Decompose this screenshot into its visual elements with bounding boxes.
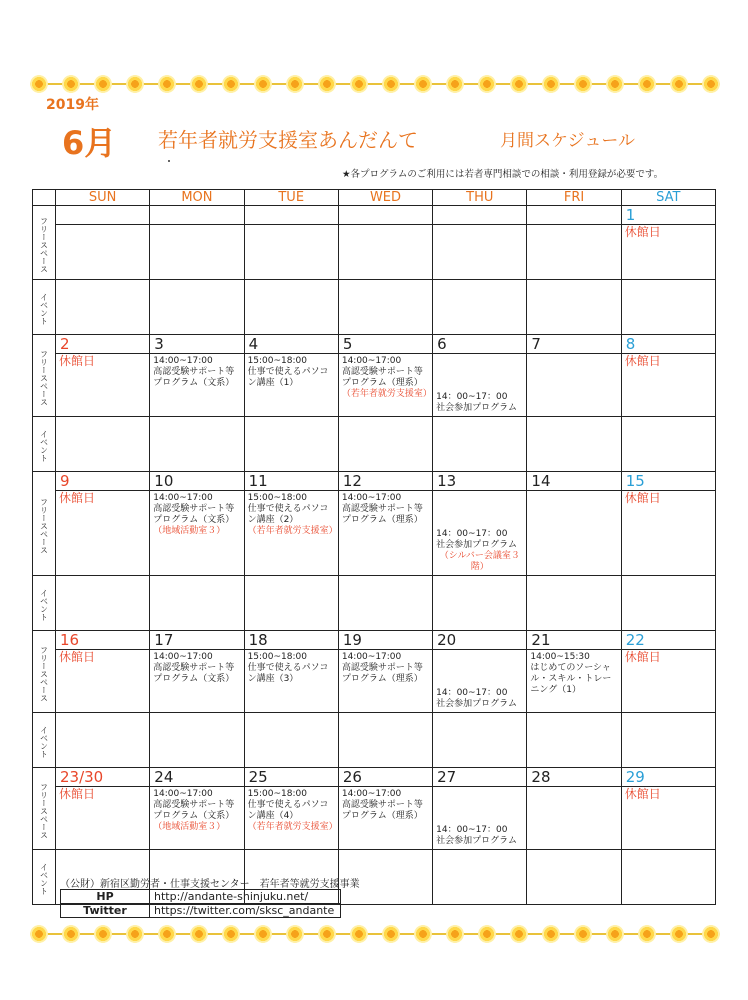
flower-icon	[414, 75, 432, 93]
event-cell	[244, 713, 338, 768]
flower-icon	[222, 75, 240, 93]
flower-icon	[638, 925, 656, 943]
free-space-cell	[621, 354, 715, 417]
weekday-mon: MON	[150, 190, 244, 206]
year-label: 2019年	[46, 97, 99, 113]
free-space-cell	[433, 354, 527, 417]
flower-icon	[414, 925, 432, 943]
day-number: 25	[244, 768, 338, 787]
closed-day-label: 休館日	[624, 225, 661, 239]
free-space-cell	[621, 787, 715, 850]
event-cell	[433, 713, 527, 768]
event-cell	[527, 417, 621, 472]
free-space-cell	[150, 225, 244, 280]
day-number: 27	[433, 768, 527, 787]
weekday-header-row	[33, 190, 716, 206]
date-row	[33, 206, 716, 225]
flower-icon	[446, 925, 464, 943]
program-text: 15:00~18:00 仕事で使えるパソコン講座（3）	[247, 652, 329, 684]
flower-icon	[30, 75, 48, 93]
program-text: 15:00~18:00 仕事で使えるパソコン講座（2）	[247, 493, 329, 525]
program-text: 14：00~17：00 社会参加プログラム	[436, 688, 518, 709]
event-cell	[433, 850, 527, 905]
event-cell	[244, 280, 338, 335]
hp-url[interactable]: http://andante-shinjuku.net/	[150, 890, 341, 904]
event-row	[33, 280, 716, 335]
flower-icon	[126, 925, 144, 943]
event-cell	[150, 713, 244, 768]
free-space-row-label: フリースペース	[33, 768, 56, 850]
program-text: 14:00~17:00 高認受験サポート等 プログラム（文系）	[153, 789, 235, 821]
day-number: 13	[433, 472, 527, 491]
speck	[168, 160, 170, 162]
event-cell	[150, 576, 244, 631]
flower-icon	[286, 75, 304, 93]
event-cell	[433, 280, 527, 335]
flower-icon	[254, 925, 272, 943]
bottom-flower-border	[30, 922, 720, 946]
date-row	[33, 631, 716, 650]
links-table	[60, 889, 341, 918]
program-text: 14:00~17:00 高認受験サポート等 プログラム（理系）	[341, 652, 423, 684]
free-space-cell	[338, 787, 432, 850]
event-row	[33, 713, 716, 768]
day-number: 12	[338, 472, 432, 491]
weekday-sat: SAT	[621, 190, 715, 206]
day-number: 7	[527, 335, 621, 354]
free-space-cell	[56, 787, 150, 850]
free-space-cell	[621, 491, 715, 576]
twitter-label: Twitter	[61, 904, 150, 918]
free-space-cell	[527, 354, 621, 417]
link-row-twitter	[61, 904, 341, 918]
free-space-cell	[338, 225, 432, 280]
flower-icon	[158, 75, 176, 93]
flower-icon	[478, 75, 496, 93]
flower-icon	[638, 75, 656, 93]
free-space-cell	[527, 650, 621, 713]
event-cell	[527, 280, 621, 335]
event-cell	[621, 713, 715, 768]
event-row-label: イベント	[33, 713, 56, 768]
calendar-table	[32, 189, 716, 905]
program-text: 15:00~18:00 仕事で使えるパソコン講座（4）	[247, 789, 329, 821]
flower-icon	[30, 925, 48, 943]
program-text: 14:00~17:00 高認受験サポート等 プログラム（理系）	[341, 493, 423, 525]
day-number: 20	[433, 631, 527, 650]
free-space-cell	[244, 491, 338, 576]
weekday-wed: WED	[338, 190, 432, 206]
event-row-label: イベント	[33, 417, 56, 472]
program-text: 14:00~17:00 高認受験サポート等 プログラム（文系）	[153, 652, 235, 684]
day-number: 26	[338, 768, 432, 787]
hp-label: HP	[61, 890, 150, 904]
flower-icon	[62, 925, 80, 943]
day-number: 4	[244, 335, 338, 354]
event-cell	[527, 850, 621, 905]
event-cell	[433, 417, 527, 472]
day-number	[150, 206, 244, 225]
event-cell	[527, 576, 621, 631]
free-space-cell	[244, 354, 338, 417]
program-text: 14:00~15:30 はじめてのソーシャル・スキル・トレーニング（1）	[530, 652, 612, 695]
month-label: 6月	[62, 124, 117, 162]
corner-cell	[33, 190, 56, 206]
day-number	[244, 206, 338, 225]
free-space-cell	[338, 650, 432, 713]
day-number: 10	[150, 472, 244, 491]
free-space-cell	[150, 787, 244, 850]
event-cell	[150, 280, 244, 335]
flower-icon	[606, 925, 624, 943]
closed-day-label: 休館日	[624, 650, 661, 664]
event-cell	[244, 417, 338, 472]
page-title: 若年者就労支援室あんだんて	[158, 128, 418, 152]
free-space-cell	[433, 491, 527, 576]
free-space-cell	[527, 491, 621, 576]
program-text: 14：00~17：00 社会参加プログラム	[436, 825, 518, 846]
free-space-cell	[56, 650, 150, 713]
event-cell	[150, 417, 244, 472]
program-text: 14:00~17:00 高認受験サポート等 プログラム（文系）	[153, 493, 235, 525]
day-number	[56, 206, 150, 225]
flower-icon	[542, 75, 560, 93]
closed-day-label: 休館日	[59, 491, 96, 505]
flower-icon	[350, 925, 368, 943]
free-space-cell	[244, 787, 338, 850]
closed-day-label: 休館日	[624, 354, 661, 368]
day-number: 9	[56, 472, 150, 491]
flower-icon	[670, 75, 688, 93]
room-label: （地域活動室３）	[153, 526, 226, 536]
free-space-row	[33, 491, 716, 576]
flower-icon	[702, 75, 720, 93]
day-number: 14	[527, 472, 621, 491]
free-space-cell	[527, 225, 621, 280]
date-row	[33, 768, 716, 787]
closed-day-label: 休館日	[624, 787, 661, 801]
day-number: 5	[338, 335, 432, 354]
free-space-row-label: フリースペース	[33, 206, 56, 280]
flower-icon	[190, 925, 208, 943]
room-label: （若年者就労支援室）	[247, 822, 338, 832]
free-space-cell	[433, 787, 527, 850]
event-row-label: イベント	[33, 576, 56, 631]
closed-day-label: 休館日	[59, 354, 96, 368]
day-number: 19	[338, 631, 432, 650]
flower-icon	[286, 925, 304, 943]
free-space-row	[33, 225, 716, 280]
day-number: 11	[244, 472, 338, 491]
closed-day-label: 休館日	[59, 650, 96, 664]
flower-icon	[382, 925, 400, 943]
program-text: 14：00~17：00 社会参加プログラム	[436, 529, 518, 550]
event-row-label: イベント	[33, 280, 56, 335]
day-number	[527, 206, 621, 225]
program-text: 14:00~17:00 高認受験サポート等 プログラム（文系）	[153, 356, 235, 388]
event-cell	[338, 417, 432, 472]
weekday-sun: SUN	[56, 190, 150, 206]
event-cell	[527, 713, 621, 768]
flower-icon	[158, 925, 176, 943]
event-cell	[338, 576, 432, 631]
event-cell	[56, 576, 150, 631]
day-number: 15	[621, 472, 715, 491]
room-label: （シルバー会議室３階）	[439, 551, 520, 572]
room-label: （若年者就労支援室）	[341, 389, 432, 399]
closed-day-label: 休館日	[59, 787, 96, 801]
day-number: 2	[56, 335, 150, 354]
top-flower-border	[30, 72, 720, 96]
event-row	[33, 576, 716, 631]
weekday-tue: TUE	[244, 190, 338, 206]
event-cell	[433, 576, 527, 631]
event-cell	[338, 713, 432, 768]
free-space-row-label: フリースペース	[33, 335, 56, 417]
flower-icon	[574, 75, 592, 93]
free-space-cell	[338, 354, 432, 417]
day-number: 21	[527, 631, 621, 650]
twitter-url[interactable]: https://twitter.com/sksc_andante	[150, 904, 341, 918]
free-space-cell	[56, 491, 150, 576]
date-row	[33, 472, 716, 491]
free-space-cell	[56, 225, 150, 280]
flower-icon	[350, 75, 368, 93]
flower-icon	[702, 925, 720, 943]
room-label: （若年者就労支援室）	[247, 526, 338, 536]
day-number: 24	[150, 768, 244, 787]
usage-note: ★各プログラムのご利用には若者専門相談での相談・利用登録が必要です。	[342, 169, 664, 180]
flower-icon	[510, 75, 528, 93]
flower-icon	[574, 925, 592, 943]
event-row-label: イベント	[33, 850, 56, 905]
free-space-row-label: フリースペース	[33, 472, 56, 576]
free-space-cell	[338, 491, 432, 576]
flower-icon	[62, 75, 80, 93]
event-cell	[244, 576, 338, 631]
event-cell	[56, 713, 150, 768]
flower-icon	[318, 925, 336, 943]
date-row	[33, 335, 716, 354]
free-space-row	[33, 787, 716, 850]
event-cell	[621, 850, 715, 905]
free-space-cell	[527, 787, 621, 850]
flower-icon	[542, 925, 560, 943]
room-label: （地域活動室３）	[153, 822, 226, 832]
flower-icon	[94, 75, 112, 93]
page-subtitle: 月間スケジュール	[500, 131, 635, 151]
free-space-cell	[244, 650, 338, 713]
event-cell	[621, 417, 715, 472]
event-cell	[56, 417, 150, 472]
link-row-hp	[61, 890, 341, 904]
flower-icon	[254, 75, 272, 93]
program-text: 14:00~17:00 高認受験サポート等 プログラム（理系）	[341, 789, 423, 821]
event-cell	[621, 576, 715, 631]
event-cell	[338, 280, 432, 335]
day-number	[338, 206, 432, 225]
free-space-cell	[621, 650, 715, 713]
flower-icon	[222, 925, 240, 943]
free-space-row	[33, 650, 716, 713]
day-number: 6	[433, 335, 527, 354]
footer-org: （公財）新宿区勤労者・仕事支援センター 若年者等就労支援事業	[60, 879, 360, 890]
free-space-cell	[150, 650, 244, 713]
free-space-cell	[433, 225, 527, 280]
flower-icon	[318, 75, 336, 93]
free-space-cell	[56, 354, 150, 417]
day-number: 17	[150, 631, 244, 650]
event-cell	[621, 280, 715, 335]
program-text: 14：00~17：00 社会参加プログラム	[436, 392, 518, 413]
free-space-cell	[433, 650, 527, 713]
free-space-cell	[150, 491, 244, 576]
event-row	[33, 417, 716, 472]
free-space-cell	[244, 225, 338, 280]
flower-icon	[382, 75, 400, 93]
day-number: 1	[621, 206, 715, 225]
free-space-row-label: フリースペース	[33, 631, 56, 713]
event-cell	[56, 280, 150, 335]
flower-icon	[126, 75, 144, 93]
day-number: 18	[244, 631, 338, 650]
program-text: 14:00~17:00 高認受験サポート等 プログラム（理系）	[341, 356, 423, 388]
flower-icon	[606, 75, 624, 93]
flower-icon	[670, 925, 688, 943]
weekday-fri: FRI	[527, 190, 621, 206]
flower-icon	[190, 75, 208, 93]
day-number: 8	[621, 335, 715, 354]
day-number: 29	[621, 768, 715, 787]
day-number	[433, 206, 527, 225]
flower-icon	[446, 75, 464, 93]
weekday-thu: THU	[433, 190, 527, 206]
flower-icon	[478, 925, 496, 943]
day-number: 23/30	[56, 768, 150, 787]
closed-day-label: 休館日	[624, 491, 661, 505]
free-space-cell	[621, 225, 715, 280]
day-number: 3	[150, 335, 244, 354]
program-text: 15:00~18:00 仕事で使えるパソコン講座（1）	[247, 356, 329, 388]
free-space-cell	[150, 354, 244, 417]
day-number: 22	[621, 631, 715, 650]
free-space-row	[33, 354, 716, 417]
flower-icon	[94, 925, 112, 943]
flower-icon	[510, 925, 528, 943]
day-number: 16	[56, 631, 150, 650]
day-number: 28	[527, 768, 621, 787]
